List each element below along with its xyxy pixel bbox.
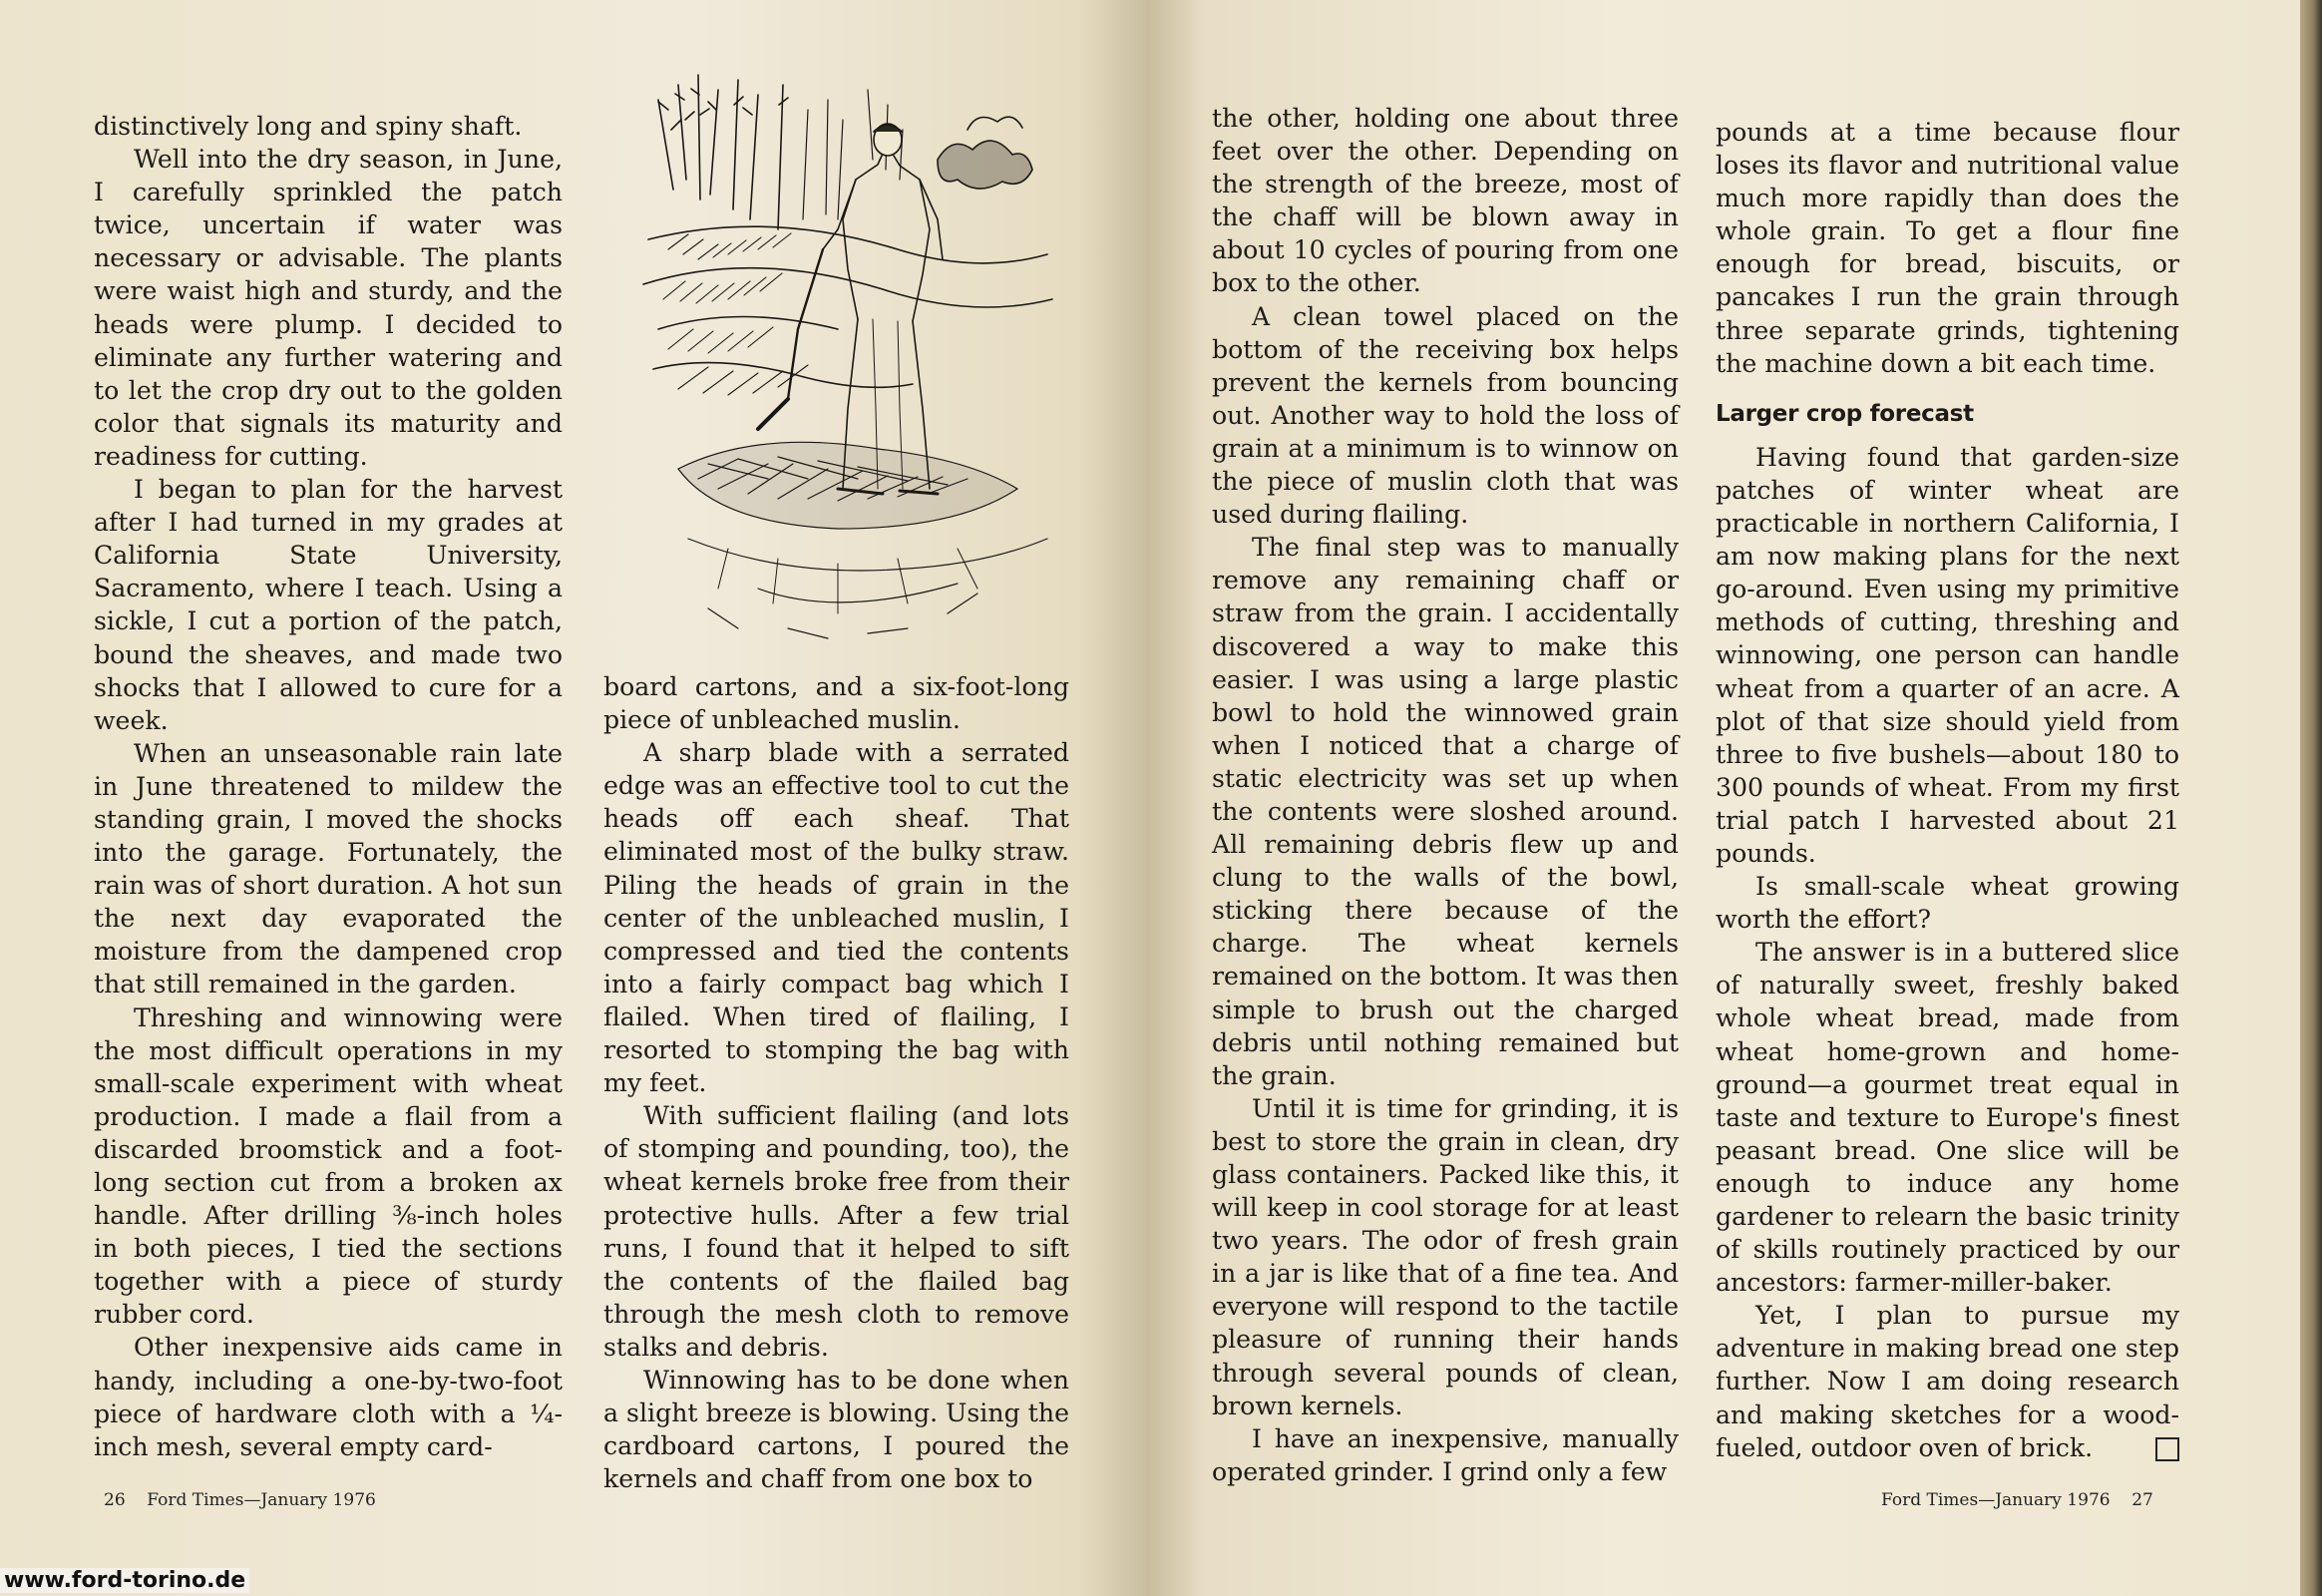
paragraph: Threshing and winnowing were the most difficult operations in my small-scale experiment with wheat production. I made a flail from a discarded broomstick and a foot-long section cut from a broken ax handle. After drilling ⅜-inch holes in both pieces, I tied the sections together with a piece of sturdy rubber cord. bbox=[94, 1002, 563, 1330]
article-column-3 bbox=[1212, 102, 1679, 1488]
paragraph: Winnowing has to be done when a slight breeze is blowing. Using the cardboard cartons, I poured the kernels and chaff from one box to bbox=[603, 1365, 1069, 1494]
paragraph: the other, holding one about three feet over the other. Depending on the strength of the breeze, most of the chaff will be blown away in about 10 cycles of pouring from one box to the other. bbox=[1212, 104, 1679, 298]
paragraph: The final step was to manually remove any remaining chaff or straw from the grain. I accidentally discovered a way to make this easier. I was using a large plastic bowl to hold the winnowed grain when I noticed that a charge of static electricity was set up when the contents were sloshed around. All remaining debris flew up and clung to the walls of the bowl, sticking there because of the charge. The wheat kernels remained on the bottom. It was then simple to brush out the charged debris until nothing remained but the grain. bbox=[1212, 533, 1679, 1090]
page-folio-right: Ford Times—January 1976 27 bbox=[1881, 1490, 2153, 1510]
paragraph bbox=[1716, 1299, 2179, 1463]
paragraph-text: Yet, I plan to pursue my adventure in making bread one step further. Now I am doing research and making sketches for a wood-fueled, outdoor oven of brick. bbox=[1716, 1301, 2179, 1462]
paragraph: I have an inexpensive, manually operated grinder. I grind only a few bbox=[1212, 1423, 1679, 1486]
paragraph: pounds at a time because flour loses its flavor and nutritional value much more rapidly than does the whole grain. To get a flour fine enough for bread, biscuits, or pancakes I run the grain through three separate grinds, tightening the machine down a bit each time. bbox=[1716, 118, 2179, 378]
paragraph: Is small-scale wheat growing worth the effort? bbox=[1716, 872, 2179, 935]
paragraph: With sufficient flailing (and lots of stomping and pounding, too), the wheat kernels broke free from their protective hulls. After a few trial runs, I found that it helped to sift the contents of the flailed bag through the mesh cloth to remove stalks and debris. bbox=[603, 1101, 1069, 1362]
paragraph: distinctively long and spiny shaft. bbox=[94, 112, 523, 141]
paragraph: I began to plan for the harvest after I had turned in my grades at California State University, Sacramento, where I teach. Using a sickle, I cut a portion of the patch, bound the sheaves, and made two shocks that I allowed to cure for a week. bbox=[94, 475, 563, 735]
paragraph: board cartons, and a six-foot-long piece of unbleached muslin. bbox=[603, 672, 1069, 735]
article-column-1 bbox=[94, 110, 563, 1463]
paragraph: Well into the dry season, in June, I carefully sprinkled the patch twice, uncertain if water was necessary or advisable. The plants were waist high and sturdy, and the heads were plump. I decided to eliminate any further watering and to let the crop dry out to the golden color that signals its maturity and readiness for cutting. bbox=[94, 145, 563, 471]
article-column-4 bbox=[1716, 116, 2179, 1464]
paragraph: The answer is in a buttered slice of naturally sweet, freshly baked whole wheat bread, made from wheat home-grown and home-ground—a gourmet treat equal in taste and texture to Europe's finest peasant bread. One slice will be enough to induce any home gardener to relearn the basic trinity of skills routinely practiced by our ancestors: farmer-miller-baker. bbox=[1716, 938, 2179, 1298]
end-mark-icon bbox=[2155, 1437, 2179, 1461]
paragraph: Other inexpensive aids came in handy, including a one-by-two-foot piece of hardware cloth with a ¼-inch mesh, several empty card- bbox=[94, 1333, 563, 1461]
paragraph: Until it is time for grinding, it is best to store the grain in clean, dry glass containers. Packed like this, it will keep in cool storage for at least two years. The odor of fresh grain in a jar is like that of a fine tea. And everyone will respond to the tactile pleasure of running their hands through several pounds of clean, brown kernels. bbox=[1212, 1093, 1679, 1420]
paragraph: When an unseasonable rain late in June threatened to mildew the standing grain, I moved the shocks into the garage. Fortunately, the rain was of short duration. A hot sun the next day evaporated the moisture from the dampened crop that still remained in the garden. bbox=[94, 738, 563, 999]
wheat-threshing-illustration bbox=[638, 70, 1057, 668]
site-watermark: www.ford-torino.de bbox=[0, 1568, 249, 1593]
page-folio-left: 26 Ford Times—January 1976 bbox=[104, 1490, 376, 1510]
article-column-2 bbox=[603, 670, 1069, 1495]
paragraph: Having found that garden-size patches of winter wheat are practicable in northern California, I am now making plans for the next go-around. Even using my primitive methods of cutting, threshing and winnowing, one person can handle wheat from a quarter of an acre. A plot of that size should yield from three to five bushels—about 180 to 300 pounds of wheat. From my first trial patch I harvested about 21 pounds. bbox=[1716, 442, 2179, 868]
paragraph: A clean towel placed on the bottom of the receiving box helps prevent the kernels from bouncing out. Another way to hold the loss of grain at a minimum is to winnow on the piece of muslin cloth that was used during flailing. bbox=[1212, 301, 1679, 530]
paragraph: A sharp blade with a serrated edge was an effective tool to cut the heads off each sheaf. That eliminated most of the bulky straw. Piling the heads of grain in the center of the unbleached muslin, I compressed and tied the contents into a fairly compact bag which I flailed. When tired of flailing, I resorted to stomping the bag with my feet. bbox=[603, 738, 1069, 1098]
section-heading: Larger crop forecast bbox=[1716, 400, 1974, 427]
page-edge-shadow bbox=[2300, 0, 2322, 1596]
